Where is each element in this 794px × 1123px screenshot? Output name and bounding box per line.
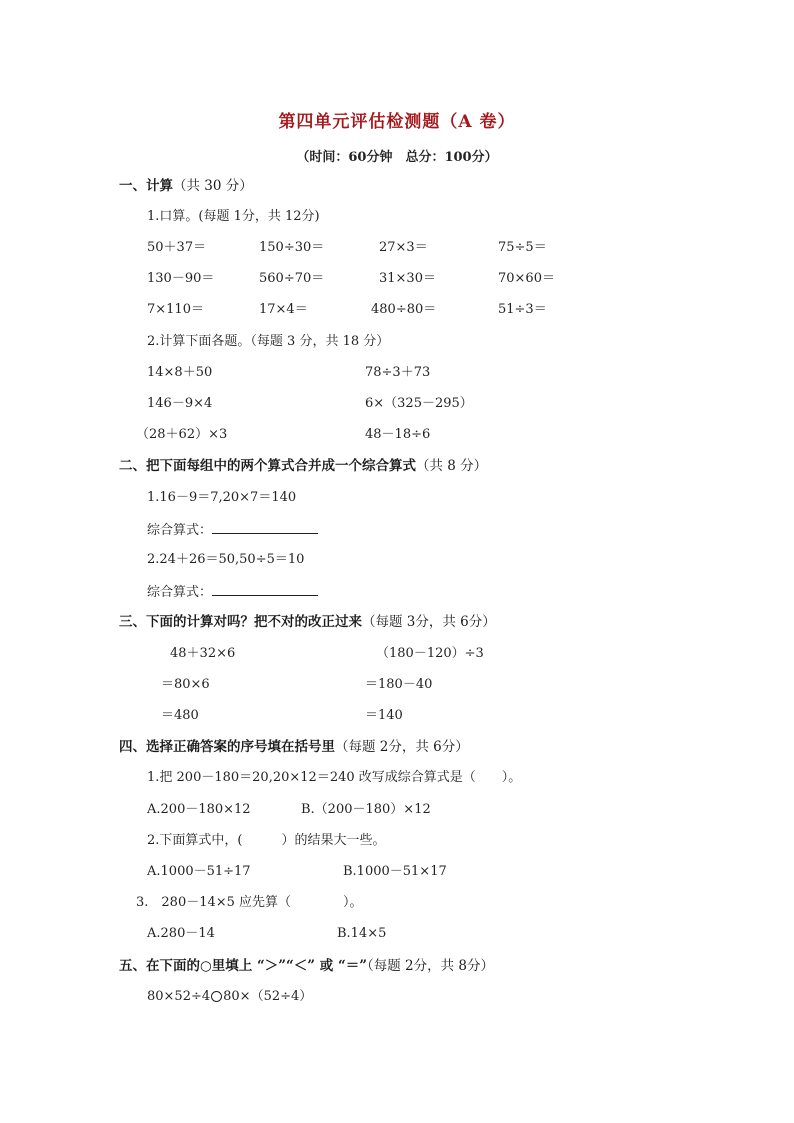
section-2-note: （共 8 分） — [416, 458, 488, 474]
s4-q1-option-a: A.200－180×12 — [147, 802, 251, 817]
section-4-note: （每题 2分，共 6分） — [335, 739, 469, 755]
s2-answer-1 — [147, 521, 318, 539]
calc-item: 14×8＋50 — [147, 365, 213, 380]
oral-item: 560÷70＝ — [259, 271, 325, 286]
oral-item: 480÷80＝ — [371, 302, 437, 317]
oral-item: 150÷30＝ — [259, 240, 325, 255]
s4-q3-option-a: A.280－14 — [147, 926, 215, 941]
s2-q2: 2.24＋26＝50,50÷5＝10 — [147, 552, 305, 567]
s1-q1-label: 1.口算。(每题 1分，共 12分) — [147, 209, 320, 224]
s5-expr-right: 80×（52÷4） — [223, 989, 313, 1004]
oral-item: 70×60＝ — [498, 271, 555, 286]
oral-item: 130－90＝ — [147, 271, 215, 286]
s3-left-line: ＝80×6 — [161, 677, 210, 692]
answer-blank[interactable] — [212, 521, 318, 534]
section-2-title: 二、把下面每组中的两个算式合并成一个综合算式 — [119, 458, 416, 474]
s3-right-line: （180－120）÷3 — [376, 646, 484, 661]
s4-q3-option-b: B.14×5 — [337, 926, 387, 941]
oral-item: 75÷5＝ — [498, 240, 547, 255]
s4-q3: 3. 280－14×5 应先算（ ）。 — [136, 895, 363, 910]
s3-right-line: ＝180－40 — [365, 677, 433, 692]
section-1-note: （共 30 分） — [173, 178, 253, 194]
calc-item: 6×（325－295） — [365, 396, 473, 411]
answer-label: 综合算式： — [147, 523, 213, 538]
s2-answer-2 — [147, 583, 318, 601]
s4-q2-option-b: B.1000－51×17 — [343, 864, 447, 879]
s5-expression — [147, 989, 312, 1005]
page-title: 第四单元评估检测题（A 卷） — [278, 112, 516, 132]
section-5-heading — [119, 958, 494, 974]
s1-q2-label: 2.计算下面各题。（每题 3 分，共 18 分） — [147, 334, 390, 349]
section-3-note: （每题 3分，共 6分） — [362, 614, 496, 630]
s3-right-line: ＝140 — [365, 708, 403, 723]
section-5-title: 五、在下面的○里填上 “＞”“＜” 或 “＝” — [119, 958, 367, 974]
compare-circle[interactable] — [211, 991, 222, 1002]
section-1-heading — [119, 178, 253, 194]
oral-item: 50＋37＝ — [147, 240, 207, 255]
oral-item: 31×30＝ — [379, 271, 436, 286]
oral-item: 51÷3＝ — [498, 302, 547, 317]
s4-q2-option-a: A.1000－51÷17 — [147, 864, 251, 879]
section-5-note: （每题 2分，共 8分） — [366, 958, 494, 974]
oral-item: 7×110＝ — [147, 302, 204, 317]
section-3-title: 三、下面的计算对吗？把不对的改正过来 — [119, 614, 362, 630]
page-subtitle: （时间：60分钟 总分：100分） — [296, 150, 498, 165]
calc-item: 146－9×4 — [147, 396, 213, 411]
calc-item: （28＋62）×3 — [136, 427, 228, 442]
s4-q2: 2.下面算式中，( ）的结果大一些。 — [147, 833, 386, 848]
calc-item: 78÷3＋73 — [365, 365, 431, 380]
s4-q1: 1.把 200－180＝20,20×12＝240 改写成综合算式是（ ）。 — [147, 770, 522, 785]
section-1-title: 一、计算 — [119, 178, 173, 194]
s3-left-line: 48＋32×6 — [170, 646, 236, 661]
oral-item: 17×4＝ — [259, 302, 308, 317]
answer-blank[interactable] — [212, 583, 318, 596]
section-4-heading — [119, 739, 469, 755]
section-2-heading — [119, 458, 487, 474]
calc-item: 48－18÷6 — [365, 427, 431, 442]
s2-q1: 1.16－9＝7,20×7＝140 — [147, 490, 297, 505]
s3-left-line: ＝480 — [161, 708, 199, 723]
oral-item: 27×3＝ — [379, 240, 428, 255]
section-3-heading — [119, 614, 496, 630]
answer-label: 综合算式： — [147, 585, 213, 600]
s4-q1-option-b: B.（200－180）×12 — [301, 802, 431, 817]
section-4-title: 四、选择正确答案的序号填在括号里 — [119, 739, 335, 755]
s5-expr-left: 80×52÷4 — [147, 989, 211, 1004]
